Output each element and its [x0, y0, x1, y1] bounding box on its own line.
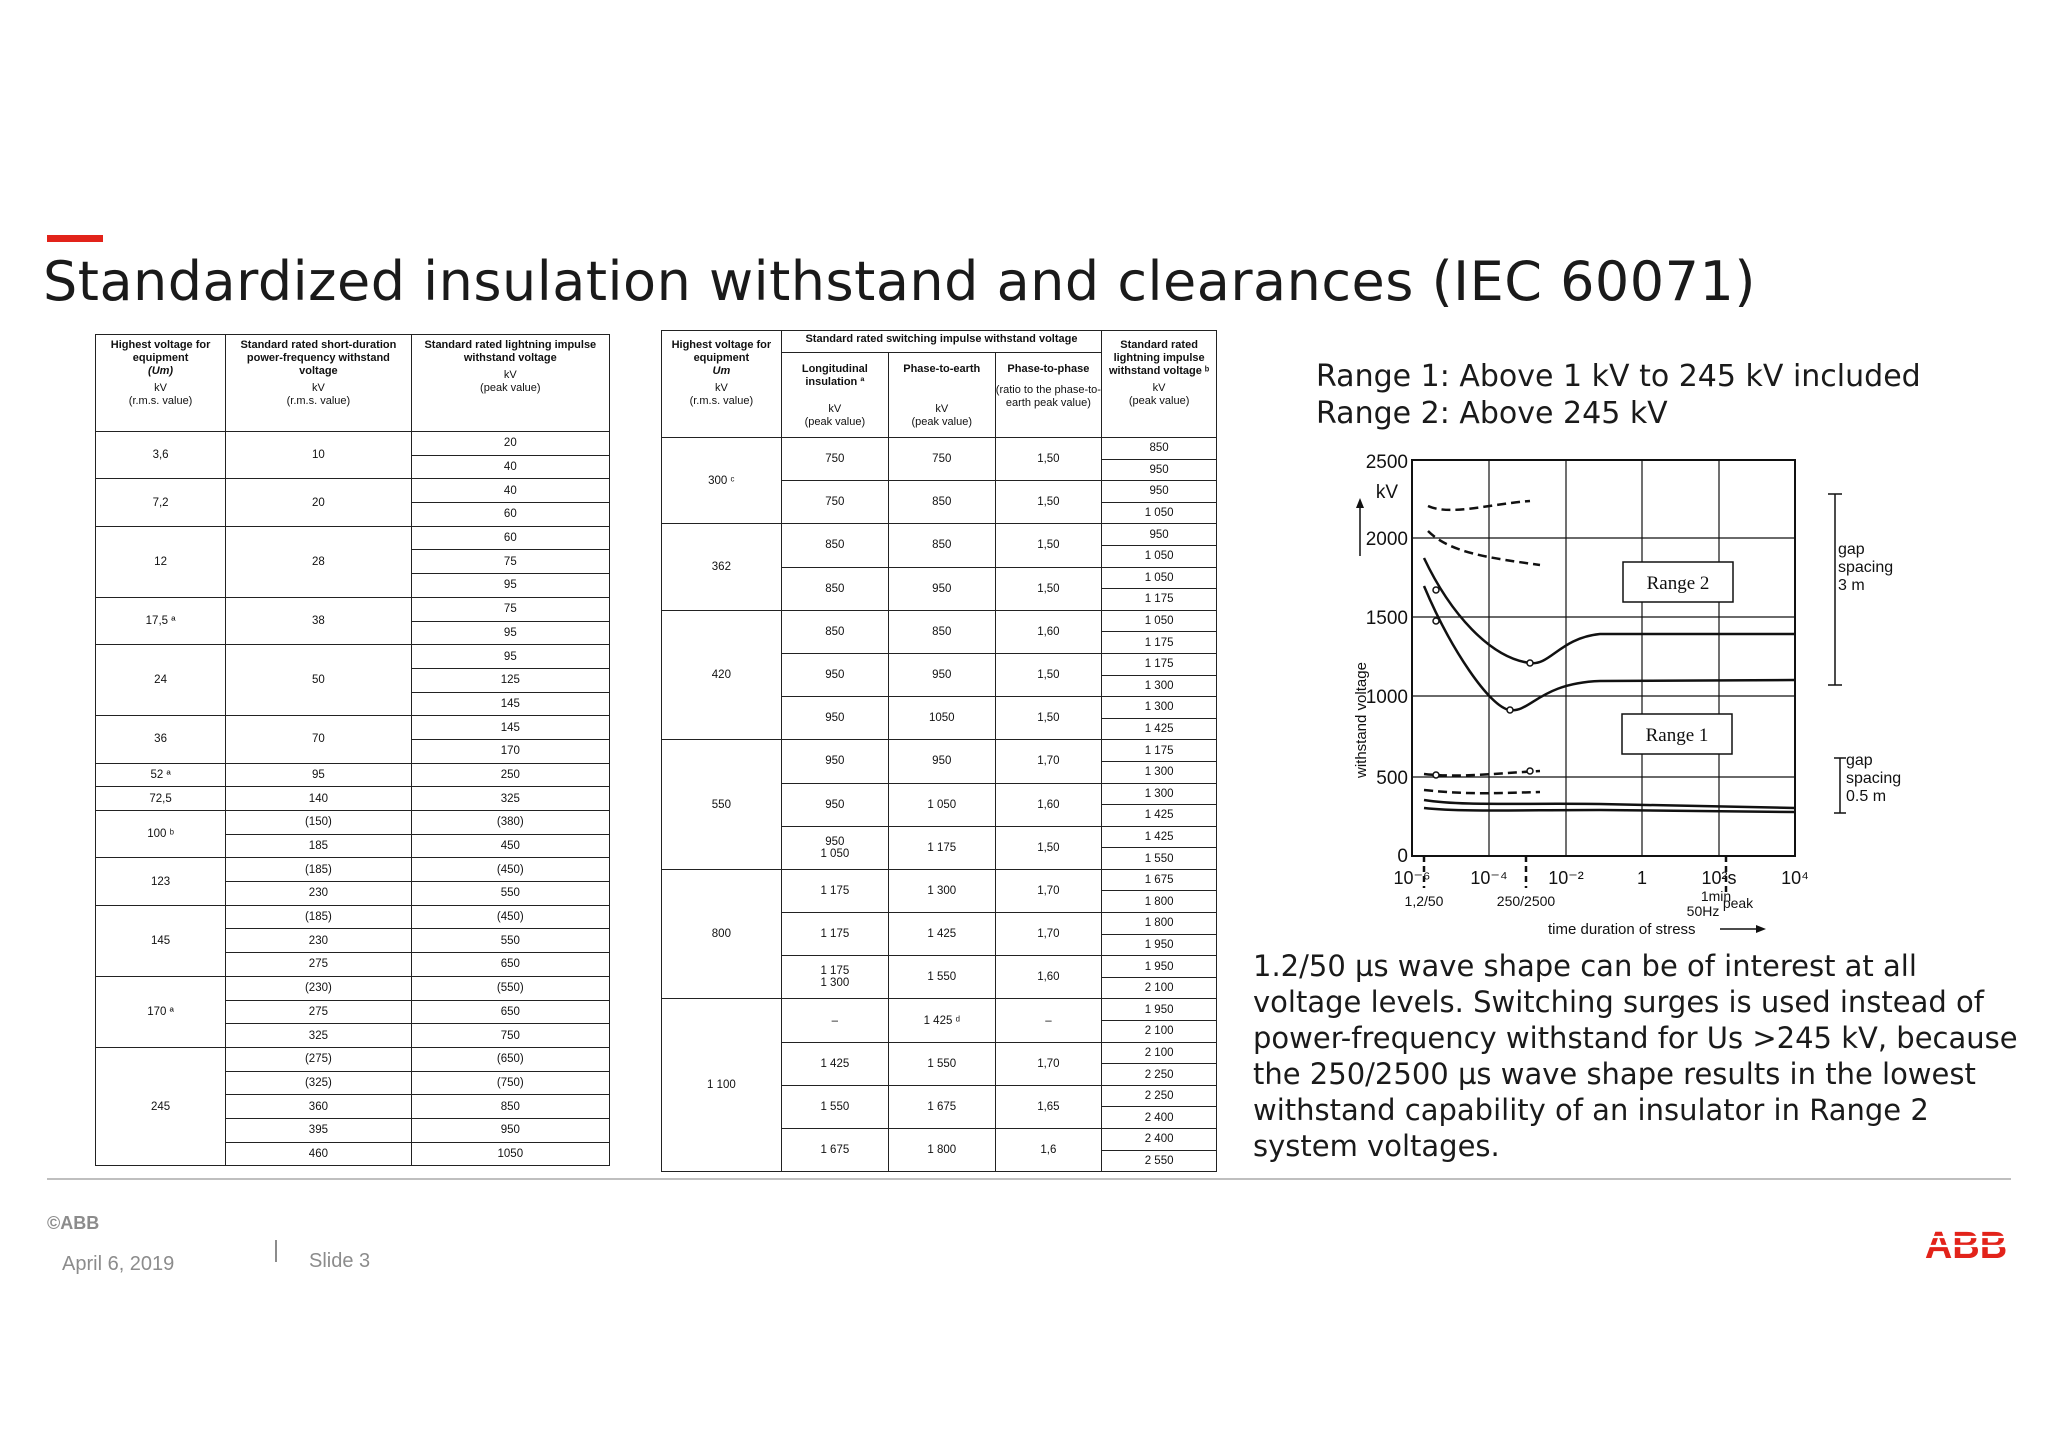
- t2-pe-cell: 1 425: [888, 913, 995, 956]
- t2-long-cell: 850: [781, 610, 888, 653]
- table-row: [96, 1047, 610, 1071]
- marker-peak: peak: [1722, 895, 1754, 911]
- table-range1-withstand: [95, 334, 610, 1166]
- curve-05m-solid-2: [1424, 808, 1795, 812]
- y-tick: 1000: [1365, 687, 1408, 708]
- footer-divider: [47, 1178, 2011, 1180]
- table-row: [96, 645, 610, 669]
- table-row: [662, 524, 1217, 546]
- t1-pf-cell: 230: [226, 929, 411, 953]
- table-row: [96, 526, 610, 550]
- t2-li-cell: 2 550: [1102, 1150, 1217, 1172]
- t1-pf-cell: 395: [226, 1118, 411, 1142]
- table-row: [96, 811, 610, 835]
- t2-li-cell: 1 425: [1102, 826, 1217, 848]
- t2-li-cell: 2 100: [1102, 1042, 1217, 1064]
- t1-pf-cell: (325): [226, 1071, 411, 1095]
- t1-li-cell: 145: [411, 692, 609, 716]
- marker-50hz: 50Hz: [1686, 903, 1720, 919]
- t2-li-cell: 2 100: [1102, 977, 1217, 999]
- t1-li-cell: 40: [411, 455, 609, 479]
- t2-pe-cell: 850: [888, 524, 995, 567]
- withstand-voltage-chart: [1340, 438, 1930, 938]
- t2-pe-cell: 1050: [888, 697, 995, 740]
- t1-pf-cell: (185): [226, 858, 411, 882]
- t2-pe-cell: 1 550: [888, 1042, 995, 1085]
- t1-pf-cell: 185: [226, 834, 411, 858]
- t1-um-cell: 170 ª: [96, 976, 226, 1047]
- t1-um-cell: 100 ᵇ: [96, 811, 226, 858]
- t1-pf-cell: (185): [226, 905, 411, 929]
- t2-li-cell: 2 250: [1102, 1064, 1217, 1086]
- curve-3m-upper-dashed: [1428, 501, 1530, 510]
- t2-pe-cell: 1 425 ᵈ: [888, 999, 995, 1042]
- x-tick: 10⁴: [1781, 868, 1809, 888]
- curve-05m-solid-1: [1424, 800, 1795, 808]
- gap-0-5m-label: gap: [1846, 752, 1873, 769]
- marker-250-2500: 250/2500: [1496, 893, 1556, 909]
- t2-li-cell: 2 400: [1102, 1107, 1217, 1129]
- t2-li-cell: 1 050: [1102, 567, 1217, 589]
- t1-pf-cell: 140: [226, 787, 411, 811]
- t2-long-cell: 1 175 1 300: [781, 956, 888, 999]
- t1-pf-cell: 275: [226, 1000, 411, 1024]
- t2-li-cell: 1 800: [1102, 913, 1217, 935]
- t2-long-cell: –: [781, 999, 888, 1042]
- t2-header-switching: Standard rated switching impulse withstand voltage: [781, 331, 1101, 353]
- y-tick: 500: [1376, 768, 1408, 789]
- t2-header-longitudinal: Longitudinal insulation ª kV (peak value): [781, 353, 888, 438]
- table-row: [96, 479, 610, 503]
- table-row: [662, 610, 1217, 632]
- table-row: [662, 999, 1217, 1021]
- table-row: [96, 432, 610, 456]
- marker-1-2-50: 1,2/50: [1404, 893, 1444, 909]
- t2-li-cell: 1 425: [1102, 805, 1217, 827]
- x-axis-label: time duration of stress: [1548, 921, 1696, 938]
- t2-pp-cell: 1,50: [995, 653, 1102, 696]
- t2-li-cell: 950: [1102, 481, 1217, 503]
- t1-um-cell: 52 ª: [96, 763, 226, 787]
- t1-um-cell: 24: [96, 645, 226, 716]
- y-unit: kV: [1375, 482, 1398, 503]
- t1-li-cell: (450): [411, 858, 609, 882]
- x-tick: 1: [1636, 868, 1648, 888]
- t1-li-cell: 60: [411, 526, 609, 550]
- t2-li-cell: 1 425: [1102, 718, 1217, 740]
- svg-text:3 m: 3 m: [1838, 577, 1865, 594]
- t2-pp-cell: 1,6: [995, 1129, 1102, 1172]
- t1-pf-cell: 325: [226, 1024, 411, 1048]
- table-row: [662, 438, 1217, 460]
- copyright: ©ABB: [47, 1213, 100, 1233]
- table-row: [96, 763, 610, 787]
- y-tick: 0: [1397, 846, 1408, 867]
- range2-text: Range 2: Above 245 kV: [1316, 396, 1668, 431]
- t1-li-cell: (650): [411, 1047, 609, 1071]
- t2-long-cell: 850: [781, 567, 888, 610]
- t1-um-cell: 36: [96, 716, 226, 763]
- t1-pf-cell: 20: [226, 479, 411, 526]
- footer-date: April 6, 2019: [62, 1253, 175, 1275]
- t2-pp-cell: 1,70: [995, 1042, 1102, 1085]
- table-row: [96, 976, 610, 1000]
- t2-li-cell: 1 175: [1102, 589, 1217, 611]
- t1-um-cell: 72,5: [96, 787, 226, 811]
- t1-li-cell: (550): [411, 976, 609, 1000]
- t2-pe-cell: 850: [888, 481, 995, 524]
- t1-li-cell: 60: [411, 503, 609, 527]
- t2-um-cell: 1 100: [662, 999, 782, 1172]
- table-row: [96, 716, 610, 740]
- t2-pe-cell: 950: [888, 567, 995, 610]
- t2-pp-cell: 1,70: [995, 740, 1102, 783]
- wave-shape-note: 1.2/50 µs wave shape can be of interest at all voltage levels. Switching surges is used instead of power-frequency withstand for Us >245 kV, because the 250/2500 µs wave shape results in the lowest withstand capability of an insulator in Range 2 system voltages.: [1253, 949, 2018, 1163]
- t2-long-cell: 1 175: [781, 913, 888, 956]
- x-tick: 10⁻⁴: [1470, 868, 1508, 888]
- t2-li-cell: 1 050: [1102, 502, 1217, 524]
- t2-pp-cell: 1,50: [995, 524, 1102, 567]
- t1-pf-cell: 230: [226, 882, 411, 906]
- t1-li-cell: 75: [411, 550, 609, 574]
- t1-pf-cell: 95: [226, 763, 411, 787]
- svg-text:ABB: ABB: [1924, 1225, 2008, 1265]
- t2-header-phase-phase: Phase-to-phase (ratio to the phase-to-earth peak value): [995, 353, 1102, 438]
- t2-um-cell: 550: [662, 740, 782, 870]
- t2-li-cell: 950: [1102, 524, 1217, 546]
- t2-pe-cell: 1 675: [888, 1085, 995, 1128]
- t2-pe-cell: 850: [888, 610, 995, 653]
- table-row: [96, 597, 610, 621]
- abb-logo: [1922, 1225, 2010, 1265]
- t1-pf-cell: (230): [226, 976, 411, 1000]
- t1-li-cell: 75: [411, 597, 609, 621]
- t2-li-cell: 1 950: [1102, 934, 1217, 956]
- t2-li-cell: 1 175: [1102, 653, 1217, 675]
- t2-pp-cell: 1,50: [995, 481, 1102, 524]
- t2-um-cell: 362: [662, 524, 782, 610]
- t1-pf-cell: (275): [226, 1047, 411, 1071]
- t1-li-cell: 850: [411, 1095, 609, 1119]
- t1-li-cell: (750): [411, 1071, 609, 1095]
- t2-long-cell: 750: [781, 481, 888, 524]
- t2-pe-cell: 950: [888, 653, 995, 696]
- t2-pp-cell: 1,60: [995, 783, 1102, 826]
- t2-li-cell: 1 950: [1102, 999, 1217, 1021]
- t1-li-cell: 650: [411, 953, 609, 977]
- t2-li-cell: 1 675: [1102, 869, 1217, 891]
- t2-li-cell: 1 050: [1102, 610, 1217, 632]
- table-row: [662, 740, 1217, 762]
- t1-li-cell: 170: [411, 739, 609, 763]
- t2-pe-cell: 950: [888, 740, 995, 783]
- t2-long-cell: 1 550: [781, 1085, 888, 1128]
- table-row: [662, 869, 1217, 891]
- t1-li-cell: 250: [411, 763, 609, 787]
- t2-li-cell: 2 400: [1102, 1129, 1217, 1151]
- t2-pp-cell: 1,50: [995, 826, 1102, 869]
- x-tick: 10⁻⁶: [1393, 868, 1431, 888]
- t1-li-cell: 95: [411, 574, 609, 598]
- t1-pf-cell: 38: [226, 597, 411, 644]
- t1-li-cell: 20: [411, 432, 609, 456]
- t2-li-cell: 850: [1102, 438, 1217, 460]
- t1-pf-cell: 70: [226, 716, 411, 763]
- t2-header-li: Standard rated lightning impulse withstand voltage ᵇ kV (peak value): [1102, 331, 1217, 438]
- t1-li-cell: 650: [411, 1000, 609, 1024]
- t1-li-cell: 145: [411, 716, 609, 740]
- t2-pp-cell: 1,50: [995, 697, 1102, 740]
- t1-pf-cell: (150): [226, 811, 411, 835]
- range1-text: Range 1: Above 1 kV to 245 kV included: [1316, 359, 1921, 394]
- t1-pf-cell: 28: [226, 526, 411, 597]
- t1-li-cell: 95: [411, 621, 609, 645]
- y-axis-label: withstand voltage: [1353, 662, 1370, 778]
- t1-li-cell: 550: [411, 882, 609, 906]
- t2-pe-cell: 1 550: [888, 956, 995, 999]
- t2-long-cell: 950: [781, 697, 888, 740]
- curve-range2-upper: [1424, 558, 1795, 663]
- range-definitions: [1316, 358, 1921, 432]
- t2-pe-cell: 1 175: [888, 826, 995, 869]
- t2-pe-cell: 1 050: [888, 783, 995, 826]
- table-range2-withstand: [661, 330, 1217, 1172]
- curve-range2-lower: [1424, 586, 1795, 710]
- t2-um-cell: 800: [662, 869, 782, 999]
- t1-pf-cell: 460: [226, 1142, 411, 1166]
- t1-li-cell: 125: [411, 668, 609, 692]
- t1-li-cell: 750: [411, 1024, 609, 1048]
- t2-li-cell: 1 950: [1102, 956, 1217, 978]
- t2-pp-cell: 1,50: [995, 438, 1102, 481]
- t2-long-cell: 1 675: [781, 1129, 888, 1172]
- t2-pp-cell: 1,50: [995, 567, 1102, 610]
- t1-pf-cell: 50: [226, 645, 411, 716]
- table-row: [96, 787, 610, 811]
- t2-um-cell: 420: [662, 610, 782, 740]
- t2-li-cell: 1 300: [1102, 761, 1217, 783]
- t1-li-cell: (380): [411, 811, 609, 835]
- footer-separator: [275, 1240, 277, 1262]
- t2-long-cell: 750: [781, 438, 888, 481]
- table-row: [96, 905, 610, 929]
- t2-li-cell: 1 300: [1102, 783, 1217, 805]
- x-tick: 10⁻²: [1548, 868, 1584, 888]
- slide-title: Standardized insulation withstand and clearances (IEC 60071): [43, 250, 1756, 313]
- y-tick: 1500: [1365, 608, 1408, 629]
- t1-um-cell: 7,2: [96, 479, 226, 526]
- t2-li-cell: 1 300: [1102, 675, 1217, 697]
- t1-pf-cell: 275: [226, 953, 411, 977]
- curve-3m-lower-dashed: [1428, 531, 1540, 565]
- t2-li-cell: 1 175: [1102, 740, 1217, 762]
- t2-pp-cell: 1,70: [995, 869, 1102, 912]
- t2-li-cell: 2 250: [1102, 1085, 1217, 1107]
- t2-li-cell: 2 100: [1102, 1021, 1217, 1043]
- y-tick: 2500: [1365, 452, 1408, 473]
- t1-li-cell: 1050: [411, 1142, 609, 1166]
- t2-pe-cell: 1 800: [888, 1129, 995, 1172]
- t1-li-cell: 95: [411, 645, 609, 669]
- table-row: [96, 858, 610, 882]
- t1-um-cell: 123: [96, 858, 226, 905]
- t1-um-cell: 245: [96, 1047, 226, 1165]
- chart-frame: [1412, 460, 1795, 856]
- t2-li-cell: 1 300: [1102, 697, 1217, 719]
- t1-li-cell: (450): [411, 905, 609, 929]
- t2-long-cell: 950: [781, 740, 888, 783]
- t1-li-cell: 40: [411, 479, 609, 503]
- t2-long-cell: 950 1 050: [781, 826, 888, 869]
- t2-long-cell: 950: [781, 653, 888, 696]
- svg-text:spacing: spacing: [1846, 770, 1902, 787]
- title-accent-bar: [47, 235, 103, 242]
- t1-um-cell: 17,5 ª: [96, 597, 226, 644]
- t1-um-cell: 12: [96, 526, 226, 597]
- t1-pf-cell: 360: [226, 1095, 411, 1119]
- t1-um-cell: 145: [96, 905, 226, 976]
- t1-header-li: Standard rated lightning impulse withstand voltage kV (peak value): [411, 335, 609, 432]
- t1-li-cell: 550: [411, 929, 609, 953]
- t1-li-cell: 450: [411, 834, 609, 858]
- t1-um-cell: 3,6: [96, 432, 226, 479]
- svg-text:0.5 m: 0.5 m: [1846, 788, 1887, 805]
- x-tick: 10²s: [1701, 868, 1737, 888]
- t2-um-cell: 300 ᶜ: [662, 438, 782, 524]
- range2-label: Range 2: [1646, 573, 1710, 594]
- t2-pp-cell: 1,65: [995, 1085, 1102, 1128]
- t2-pe-cell: 1 300: [888, 869, 995, 912]
- t2-header-phase-earth: Phase-to-earth kV (peak value): [888, 353, 995, 438]
- gap-3m-label: gap: [1838, 541, 1865, 558]
- marker-1min: 1min: [1700, 888, 1732, 904]
- t2-li-cell: 1 050: [1102, 545, 1217, 567]
- t2-long-cell: 1 425: [781, 1042, 888, 1085]
- t1-header-pf: Standard rated short-duration power-frequency withstand voltage kV (r.m.s. value): [226, 335, 411, 432]
- t1-li-cell: 325: [411, 787, 609, 811]
- svg-text:spacing: spacing: [1838, 559, 1894, 576]
- t2-pp-cell: –: [995, 999, 1102, 1042]
- slide-number: Slide 3: [309, 1250, 371, 1272]
- t2-pp-cell: 1,60: [995, 956, 1102, 999]
- t2-pp-cell: 1,70: [995, 913, 1102, 956]
- y-tick: 2000: [1365, 529, 1408, 550]
- t2-long-cell: 950: [781, 783, 888, 826]
- t2-li-cell: 1 800: [1102, 891, 1217, 913]
- t2-li-cell: 950: [1102, 459, 1217, 481]
- range1-label: Range 1: [1645, 725, 1709, 746]
- t2-pp-cell: 1,60: [995, 610, 1102, 653]
- t2-pe-cell: 750: [888, 438, 995, 481]
- t2-long-cell: 850: [781, 524, 888, 567]
- t2-header-um: Highest voltage for equipment Um kV (r.m.s. value): [662, 331, 782, 438]
- t1-li-cell: 950: [411, 1118, 609, 1142]
- t1-pf-cell: 10: [226, 432, 411, 479]
- t1-header-um: Highest voltage for equipment (Um) kV (r.m.s. value): [96, 335, 226, 432]
- curve-05m-dashed-1: [1424, 771, 1540, 776]
- t2-li-cell: 1 175: [1102, 632, 1217, 654]
- curve-05m-dashed-2: [1424, 790, 1540, 793]
- t2-long-cell: 1 175: [781, 869, 888, 912]
- t2-li-cell: 1 550: [1102, 848, 1217, 870]
